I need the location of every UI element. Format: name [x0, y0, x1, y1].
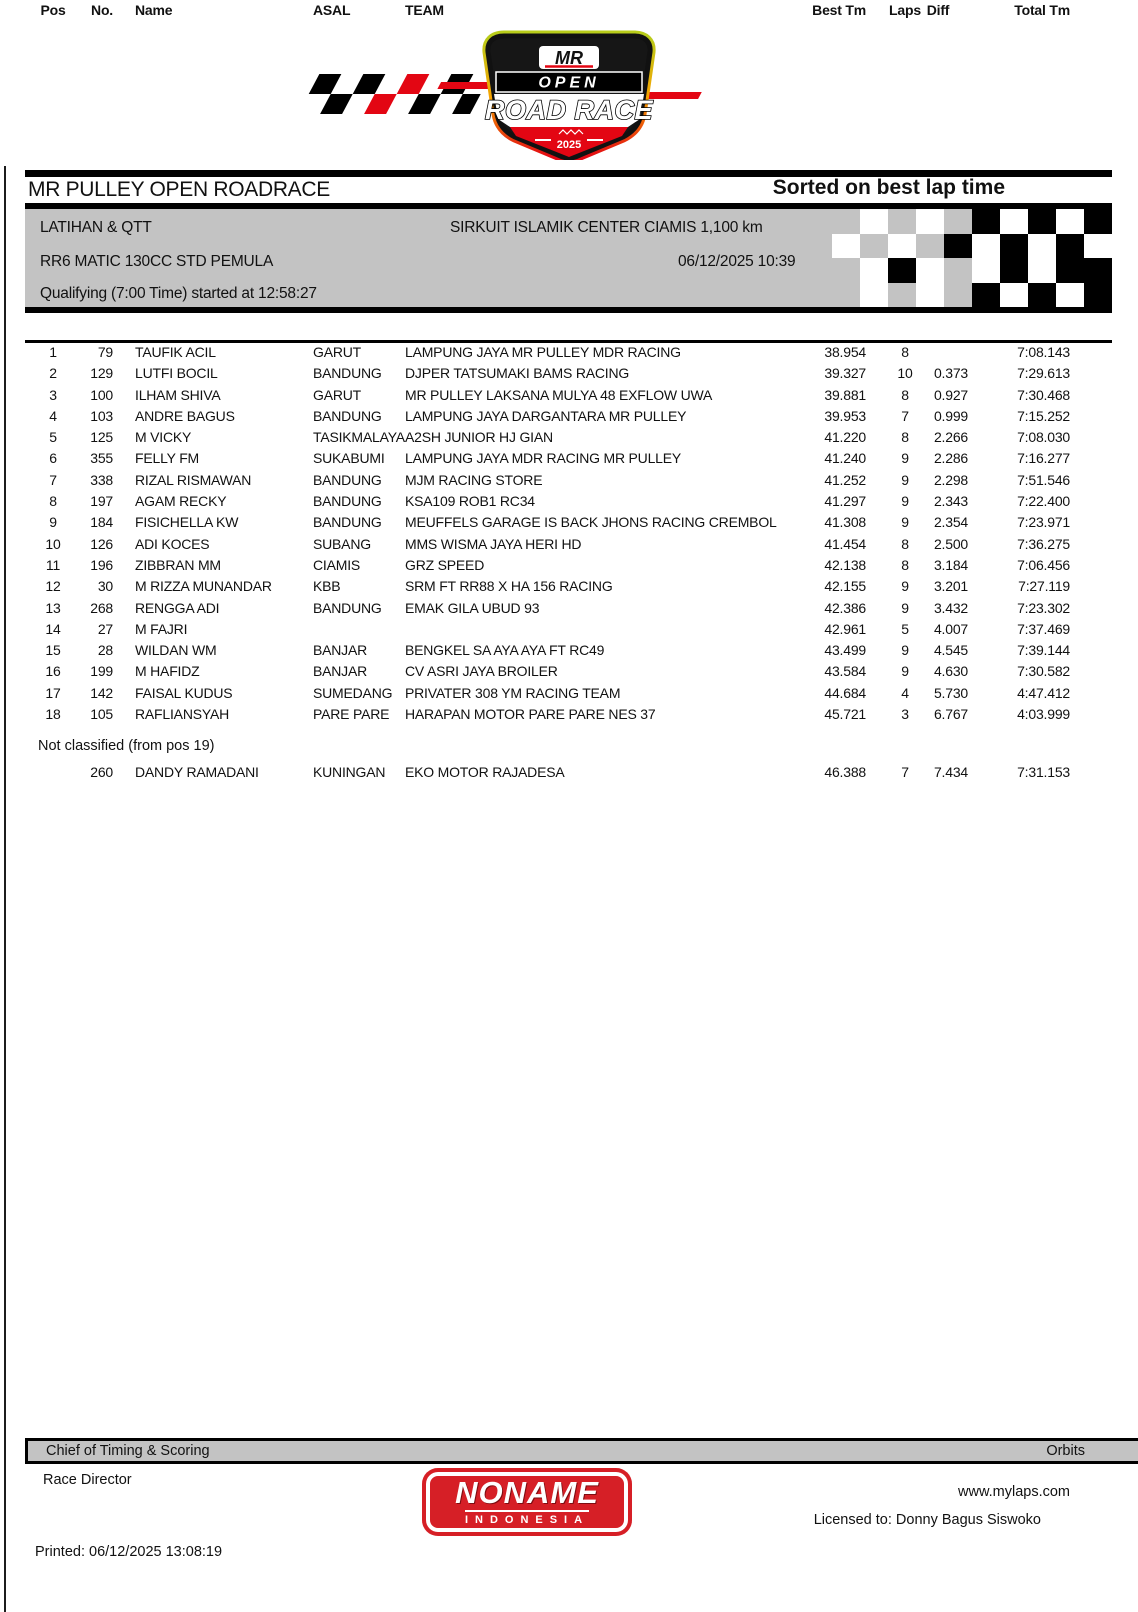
cell-laps: 9 — [901, 642, 909, 659]
cell-team: EKO MOTOR RAJADESA — [405, 764, 565, 780]
session-datetime: 06/12/2025 10:39 — [678, 253, 796, 270]
cell-name: RIZAL RISMAWAN — [135, 471, 252, 488]
cell-team: MMS WISMA JAYA HERI HD — [405, 535, 582, 552]
cell-laps: 9 — [901, 450, 909, 467]
cell-no: 30 — [97, 578, 113, 595]
race-director-label: Race Director — [43, 1472, 132, 1488]
cell-best-tm: 41.297 — [824, 493, 866, 510]
cell-diff: 2.298 — [933, 471, 968, 488]
cell-laps: 9 — [901, 578, 909, 595]
cell-pos: 3 — [49, 386, 57, 403]
logo-roadrace-text: ROAD RACE — [484, 95, 654, 125]
table-row — [0, 534, 1138, 555]
cell-name: M VICKY — [135, 429, 192, 446]
checkered-flag-left — [298, 74, 491, 114]
cell-pos: 5 — [49, 429, 57, 446]
cell-no: 196 — [90, 556, 113, 573]
cell-total-tm: 7:06.456 — [1017, 556, 1070, 573]
cell-pos: 6 — [49, 450, 57, 467]
cell-total-tm: 7:08.143 — [1017, 344, 1070, 360]
cell-no: 260 — [90, 764, 113, 780]
license-holder: Licensed to: Donny Bagus Siswoko — [813, 1512, 1041, 1528]
cell-pos: 13 — [45, 599, 61, 616]
cell-best-tm: 41.252 — [824, 471, 866, 488]
cell-team: LAMPUNG JAYA DARGANTARA MR PULLEY — [405, 407, 687, 424]
cell-pos: 8 — [49, 493, 57, 510]
cell-best-tm: 42.155 — [824, 578, 866, 595]
cell-best-tm: 42.386 — [824, 599, 866, 616]
cell-diff: 0.999 — [933, 407, 968, 424]
cell-total-tm: 4:47.412 — [1017, 684, 1070, 701]
cell-best-tm: 42.961 — [824, 620, 866, 637]
logo-year-text: 2025 — [556, 139, 582, 151]
cell-no: 125 — [90, 429, 113, 446]
cell-laps: 8 — [901, 429, 909, 446]
race-class-name: RR6 MATIC 130CC STD PEMULA — [40, 253, 274, 270]
cell-best-tm: 41.454 — [824, 535, 866, 552]
cell-diff: 4.630 — [933, 663, 968, 680]
cell-diff: 2.286 — [933, 450, 968, 467]
cell-name: ADI KOCES — [135, 535, 210, 552]
cell-total-tm: 7:39.144 — [1017, 642, 1070, 659]
cell-pos: 17 — [45, 684, 61, 701]
cell-team: MJM RACING STORE — [405, 471, 543, 488]
event-logo — [289, 22, 849, 160]
cell-best-tm: 41.308 — [824, 514, 866, 531]
not-classified-label: Not classified (from pos 19) — [38, 738, 215, 754]
cell-name: M HAFIDZ — [135, 663, 200, 680]
cell-team: BENGKEL SA AYA AYA FT RC49 — [405, 642, 605, 659]
cell-laps: 5 — [901, 620, 909, 637]
cell-name: FISICHELLA KW — [135, 514, 239, 531]
cell-total-tm: 7:30.468 — [1017, 386, 1070, 403]
table-row — [0, 342, 1138, 363]
cell-diff: 2.500 — [933, 535, 968, 552]
cell-asal: BANDUNG — [313, 365, 382, 382]
cell-no: 105 — [90, 706, 113, 723]
cell-diff: 4.545 — [933, 642, 968, 659]
cell-total-tm: 7:37.469 — [1017, 620, 1070, 637]
logo-open-text: OPEN — [538, 74, 600, 92]
cell-asal: GARUT — [313, 344, 362, 360]
cell-name: ILHAM SHIVA — [135, 386, 221, 403]
cell-asal: BANDUNG — [313, 471, 382, 488]
cell-total-tm: 7:23.302 — [1017, 599, 1070, 616]
cell-name: M RIZZA MUNANDAR — [135, 578, 272, 595]
cell-no: 268 — [90, 599, 113, 616]
cell-no: 79 — [97, 344, 113, 360]
cell-team: LAMPUNG JAYA MR PULLEY MDR RACING — [405, 344, 681, 360]
cell-best-tm: 44.684 — [824, 684, 866, 701]
cell-asal: BANDUNG — [313, 514, 382, 531]
cell-diff: 5.730 — [933, 684, 968, 701]
cell-asal: KBB — [313, 578, 341, 595]
cell-team: GRZ SPEED — [405, 556, 485, 573]
checkered-flag-pattern — [832, 209, 1112, 307]
cell-team: MEUFFELS GARAGE IS BACK JHONS RACING CREMBOL — [405, 514, 777, 531]
cell-best-tm: 38.954 — [824, 344, 866, 360]
circuit-name: SIRKUIT ISLAMIK CENTER CIAMIS 1,100 km — [450, 219, 763, 236]
cell-total-tm: 7:27.119 — [1018, 578, 1070, 595]
cell-name: M FAJRI — [135, 620, 188, 637]
cell-asal: BANJAR — [313, 642, 368, 659]
cell-pos: 1 — [49, 344, 57, 360]
col-header-laps: Laps — [889, 2, 921, 18]
cell-laps: 9 — [901, 493, 909, 510]
cell-no: 338 — [90, 471, 113, 488]
cell-laps: 7 — [901, 407, 909, 424]
cell-diff: 7.434 — [933, 764, 968, 780]
cell-team: CV ASRI JAYA BROILER — [405, 663, 558, 680]
cell-diff: 2.354 — [933, 514, 968, 531]
col-header-best-tm: Best Tm — [812, 2, 866, 18]
cell-asal: CIAMIS — [313, 556, 361, 573]
cell-pos: 14 — [45, 620, 61, 637]
cell-total-tm: 7:31.153 — [1017, 764, 1070, 780]
cell-total-tm: 7:08.030 — [1017, 429, 1070, 446]
col-header-asal: ASAL — [313, 2, 351, 18]
cell-best-tm: 45.721 — [824, 706, 866, 723]
cell-no: 355 — [90, 450, 113, 467]
col-header-name: Name — [135, 2, 173, 18]
cell-best-tm: 43.584 — [824, 663, 866, 680]
indonesia-logo-text: INDONESIA — [465, 1510, 589, 1526]
cell-pos: 10 — [45, 535, 61, 552]
table-row — [0, 363, 1138, 384]
chief-of-timing-label: Chief of Timing & Scoring — [46, 1443, 210, 1459]
cell-laps: 8 — [901, 386, 909, 403]
cell-pos: 18 — [45, 706, 61, 723]
cell-name: WILDAN WM — [135, 642, 217, 659]
cell-asal: BANDUNG — [313, 599, 382, 616]
table-row — [0, 491, 1138, 512]
cell-team: MR PULLEY LAKSANA MULYA 48 EXFLOW UWA — [405, 386, 713, 403]
cell-diff: 4.007 — [933, 620, 968, 637]
cell-team: EMAK GILA UBUD 93 — [405, 599, 540, 616]
cell-laps: 9 — [901, 663, 909, 680]
cell-pos: 2 — [49, 365, 57, 382]
cell-laps: 9 — [901, 471, 909, 488]
cell-diff: 3.184 — [933, 556, 968, 573]
printed-timestamp: Printed: 06/12/2025 13:08:19 — [35, 1544, 223, 1560]
qualifying-status: Qualifying (7:00 Time) started at 12:58:27 — [40, 285, 317, 302]
cell-pos: 9 — [49, 514, 57, 531]
table-row — [0, 619, 1138, 640]
cell-laps: 10 — [897, 365, 913, 382]
results-table-body — [0, 342, 1138, 725]
sort-order-label: Sorted on best lap time — [772, 176, 1005, 199]
cell-laps: 4 — [901, 684, 909, 701]
cell-no: 142 — [90, 684, 113, 701]
info-box-bottom-rule — [25, 307, 1112, 313]
cell-team: PRIVATER 308 YM RACING TEAM — [405, 684, 621, 701]
cell-total-tm: 7:51.546 — [1017, 471, 1070, 488]
cell-no: 28 — [97, 642, 113, 659]
orbits-label: Orbits — [1046, 1443, 1085, 1459]
table-row — [0, 661, 1138, 682]
event-logo-shield — [485, 36, 653, 158]
table-row — [0, 555, 1138, 576]
cell-asal: BANDUNG — [313, 407, 382, 424]
cell-diff: 3.201 — [933, 578, 968, 595]
cell-best-tm: 39.327 — [824, 365, 866, 382]
cell-best-tm: 39.881 — [824, 386, 866, 403]
col-header-pos: Pos — [40, 2, 66, 18]
table-row — [0, 427, 1138, 448]
cell-best-tm: 41.240 — [824, 450, 866, 467]
cell-no: 184 — [90, 514, 113, 531]
footer-signature-bar — [25, 1438, 1138, 1464]
cell-team: DJPER TATSUMAKI BAMS RACING — [405, 365, 630, 382]
cell-name: DANDY RAMADANI — [135, 764, 259, 780]
cell-asal: BANJAR — [313, 663, 368, 680]
cell-name: FELLY FM — [135, 450, 200, 467]
cell-total-tm: 7:15.252 — [1017, 407, 1070, 424]
cell-diff: 3.432 — [933, 599, 968, 616]
cell-name: RENGGA ADI — [135, 599, 220, 616]
table-row — [0, 704, 1138, 725]
cell-asal: GARUT — [313, 386, 362, 403]
cell-laps: 8 — [901, 535, 909, 552]
cell-laps: 9 — [901, 514, 909, 531]
cell-best-tm: 46.388 — [824, 764, 866, 780]
cell-total-tm: 4:03.999 — [1017, 706, 1070, 723]
cell-pos: 4 — [49, 407, 57, 424]
cell-total-tm: 7:22.400 — [1017, 493, 1070, 510]
table-row — [0, 448, 1138, 469]
cell-pos: 7 — [49, 471, 57, 488]
cell-diff: 2.266 — [933, 429, 968, 446]
cell-diff: 0.373 — [933, 365, 968, 382]
mylaps-url: www.mylaps.com — [958, 1484, 1070, 1500]
cell-team: A2SH JUNIOR HJ GIAN — [405, 429, 553, 446]
cell-diff: 0.927 — [933, 386, 968, 403]
cell-pos: 16 — [45, 663, 61, 680]
cell-total-tm: 7:30.582 — [1017, 663, 1070, 680]
cell-name: ANDRE BAGUS — [135, 407, 235, 424]
cell-laps: 3 — [901, 706, 909, 723]
cell-team: KSA109 ROB1 RC34 — [405, 493, 535, 510]
cell-best-tm: 41.220 — [824, 429, 866, 446]
session-name: LATIHAN & QTT — [40, 219, 152, 236]
cell-no: 126 — [90, 535, 113, 552]
cell-laps: 7 — [901, 764, 909, 780]
col-header-total-tm: Total Tm — [1014, 2, 1070, 18]
logo-brand-text: MR — [555, 48, 583, 68]
cell-asal: BANDUNG — [313, 493, 382, 510]
cell-no: 129 — [90, 365, 113, 382]
cell-best-tm: 39.953 — [824, 407, 866, 424]
cell-total-tm: 7:29.613 — [1017, 365, 1070, 382]
cell-team: HARAPAN MOTOR PARE PARE NES 37 — [405, 706, 656, 723]
cell-asal: TASIKMALAYA — [313, 429, 405, 446]
cell-no: 199 — [90, 663, 113, 680]
table-row — [0, 385, 1138, 406]
cell-best-tm: 43.499 — [824, 642, 866, 659]
cell-total-tm: 7:23.971 — [1017, 514, 1070, 531]
cell-asal: SUKABUMI — [313, 450, 385, 467]
cell-name: TAUFIK ACIL — [135, 344, 216, 360]
cell-team: SRM FT RR88 X HA 156 RACING — [405, 578, 613, 595]
cell-asal: KUNINGAN — [313, 764, 386, 780]
cell-asal: SUBANG — [313, 535, 371, 552]
table-row — [0, 512, 1138, 533]
cell-no: 197 — [90, 493, 113, 510]
col-header-diff: Diff — [926, 2, 950, 18]
cell-name: ZIBBRAN MM — [135, 556, 221, 573]
table-row — [0, 576, 1138, 597]
page-title: MR PULLEY OPEN ROADRACE — [28, 178, 330, 201]
noname-logo-text: NONAME — [455, 1475, 599, 1510]
noname-indonesia-logo — [422, 1468, 632, 1536]
cell-diff: 2.343 — [933, 493, 968, 510]
cell-name: RAFLIANSYAH — [135, 706, 230, 723]
cell-team: LAMPUNG JAYA MDR RACING MR PULLEY — [405, 450, 682, 467]
cell-name: AGAM RECKY — [135, 493, 227, 510]
cell-name: FAISAL KUDUS — [135, 684, 233, 701]
cell-laps: 8 — [901, 556, 909, 573]
table-row — [0, 406, 1138, 427]
table-row — [0, 470, 1138, 491]
cell-laps: 8 — [901, 344, 909, 360]
not-classified-table-body — [0, 762, 1138, 783]
col-header-team: TEAM — [405, 2, 444, 18]
table-row — [0, 762, 1138, 783]
col-header-no: No. — [91, 2, 113, 18]
table-row — [0, 640, 1138, 661]
cell-diff: 6.767 — [933, 706, 968, 723]
cell-total-tm: 7:16.277 — [1017, 450, 1070, 467]
cell-laps: 9 — [901, 599, 909, 616]
cell-no: 27 — [97, 620, 113, 637]
cell-pos: 11 — [45, 556, 61, 573]
table-row — [0, 598, 1138, 619]
cell-name: LUTFI BOCIL — [135, 365, 218, 382]
cell-pos: 12 — [45, 578, 61, 595]
cell-total-tm: 7:36.275 — [1017, 535, 1070, 552]
cell-no: 103 — [90, 407, 113, 424]
session-info-box — [25, 209, 1112, 307]
cell-no: 100 — [90, 386, 113, 403]
cell-pos: 15 — [45, 642, 61, 659]
cell-asal: PARE PARE — [313, 706, 390, 723]
table-row — [0, 683, 1138, 704]
cell-best-tm: 42.138 — [824, 556, 866, 573]
cell-asal: SUMEDANG — [313, 684, 393, 701]
